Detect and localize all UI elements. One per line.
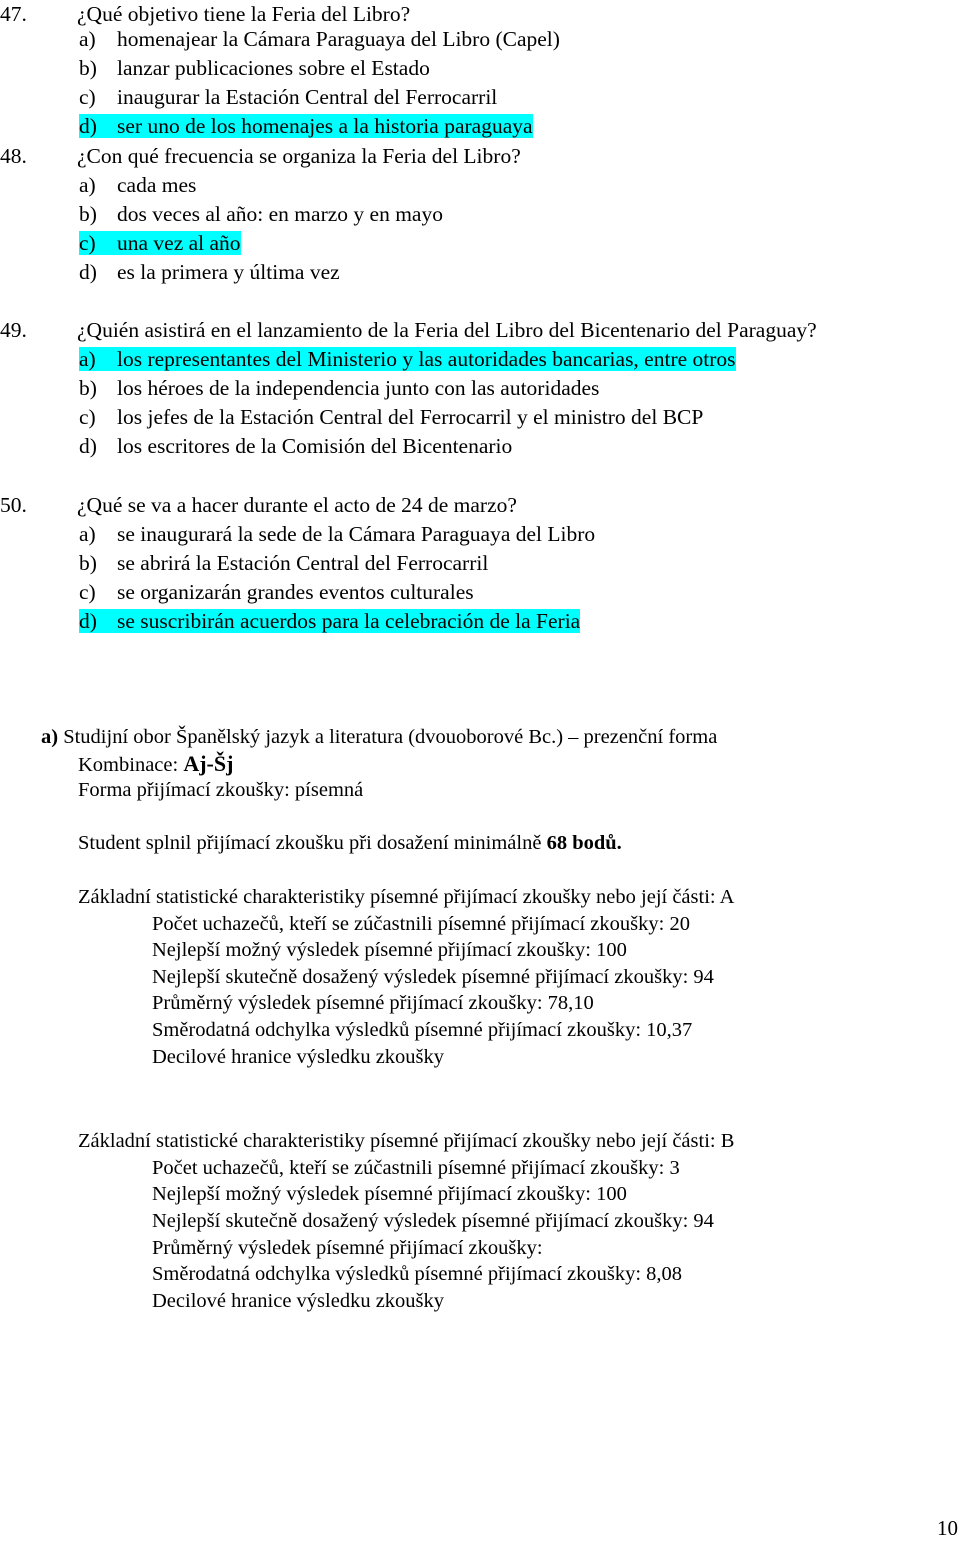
program-title: Studijní obor Španělský jazyk a literatura (dvouoborové Bc.) – prezenční forma — [63, 726, 718, 748]
option-label: b) — [79, 376, 97, 400]
option-content — [79, 376, 599, 400]
option-label: c) — [79, 231, 96, 255]
option-d — [79, 607, 580, 636]
option-b — [79, 200, 443, 229]
correct-answer-highlight — [79, 609, 580, 633]
question-text: ¿Qué objetivo tiene la Feria del Libro? — [77, 2, 411, 26]
option-text: dos veces al año: en marzo y en mayo — [117, 202, 443, 226]
option-label: a) — [79, 27, 96, 51]
stats-heading-a: Základní statistické charakteristiky písemné přijímací zkoušky nebo její části: A — [78, 886, 735, 908]
stats-line: Směrodatná odchylka výsledků písemné přijímací zkoušky: 8,08 — [152, 1263, 683, 1285]
option-c — [79, 578, 474, 607]
option-text: cada mes — [117, 173, 197, 197]
option-content — [79, 434, 512, 458]
option-c — [79, 83, 497, 112]
stats-line: Decilové hranice výsledku zkoušky — [152, 1046, 445, 1068]
program-label: a) — [41, 726, 59, 748]
option-text: se organizarán grandes eventos culturales — [117, 580, 474, 604]
option-b — [79, 374, 599, 403]
correct-answer-highlight — [79, 347, 736, 371]
option-label: a) — [79, 347, 96, 371]
option-a — [79, 345, 736, 374]
option-text: homenajear la Cámara Paraguaya del Libro (Capel) — [117, 27, 560, 51]
option-content — [79, 580, 474, 604]
option-label: c) — [79, 405, 96, 429]
option-content — [79, 260, 340, 284]
option-content — [79, 405, 703, 429]
option-c — [79, 229, 241, 258]
option-label: b) — [79, 551, 97, 575]
correct-answer-highlight — [79, 231, 241, 255]
option-content — [79, 522, 595, 546]
option-content — [79, 27, 560, 51]
option-b — [79, 549, 488, 578]
option-text: se abrirá la Estación Central del Ferrocarril — [117, 551, 489, 575]
combination-value: Aj-Šj — [183, 751, 234, 776]
exam-form: Forma přijímací zkoušky: písemná — [78, 779, 364, 801]
option-text: los jefes de la Estación Central del Ferrocarril y el ministro del BCP — [117, 405, 704, 429]
question-number: 47. — [0, 2, 27, 26]
stats-heading-b: Základní statistické charakteristiky písemné přijímací zkoušky nebo její části: B — [78, 1130, 735, 1152]
option-a — [79, 520, 595, 549]
option-d — [79, 432, 512, 461]
question-text: ¿Quién asistirá en el lanzamiento de la Feria del Libro del Bicentenario del Paraguay? — [77, 318, 817, 342]
option-text: los héroes de la independencia junto con las autoridades — [117, 376, 600, 400]
stats-line: Průměrný výsledek písemné přijímací zkoušky: 78,10 — [152, 992, 594, 1014]
option-text: se suscribirán acuerdos para la celebración de la Feria — [117, 609, 581, 633]
option-text: los representantes del Ministerio y las autoridades bancarias, entre otros — [117, 347, 736, 371]
option-content — [79, 85, 497, 109]
option-content — [79, 173, 196, 197]
option-label: d) — [79, 434, 97, 458]
stats-line: Nejlepší možný výsledek písemné přijímací zkoušky: 100 — [152, 939, 627, 961]
pass-value: 68 bodů. — [546, 832, 622, 854]
option-content — [79, 551, 488, 575]
option-d — [79, 258, 340, 287]
option-text: ser uno de los homenajes a la historia paraguaya — [117, 114, 533, 138]
combination-line — [78, 751, 233, 779]
option-label: b) — [79, 56, 97, 80]
stats-line: Počet uchazečů, kteří se zúčastnili písemné přijímací zkoušky: 3 — [152, 1157, 680, 1179]
option-label: d) — [79, 609, 97, 633]
option-label: c) — [79, 85, 96, 109]
stats-line: Nejlepší možný výsledek písemné přijímací zkoušky: 100 — [152, 1183, 627, 1205]
question-number: 49. — [0, 318, 27, 342]
stats-line: Směrodatná odchylka výsledků písemné přijímací zkoušky: 10,37 — [152, 1019, 693, 1041]
option-label: a) — [79, 522, 96, 546]
stats-line: Průměrný výsledek písemné přijímací zkoušky: — [152, 1237, 543, 1259]
option-label: d) — [79, 260, 97, 284]
option-content — [79, 202, 443, 226]
page-number: 10 — [937, 1516, 958, 1540]
question-text: ¿Con qué frecuencia se organiza la Feria del Libro? — [77, 144, 521, 168]
stats-line: Nejlepší skutečně dosažený výsledek písemné přijímací zkoušky: 94 — [152, 1210, 714, 1232]
option-text: lanzar publicaciones sobre el Estado — [117, 56, 430, 80]
option-b — [79, 54, 430, 83]
option-text: los escritores de la Comisión del Bicentenario — [117, 434, 513, 458]
pass-text: Student splnil přijímací zkoušku při dosažení minimálně — [78, 832, 542, 854]
pass-requirement — [78, 830, 622, 857]
option-label: c) — [79, 580, 96, 604]
stats-line: Decilové hranice výsledku zkoušky — [152, 1290, 445, 1312]
option-label: b) — [79, 202, 97, 226]
correct-answer-highlight — [79, 114, 533, 138]
program-title-line — [41, 724, 717, 751]
combination-label: Kombinace: — [78, 754, 179, 776]
option-label: a) — [79, 173, 96, 197]
option-a — [79, 25, 560, 54]
option-text: una vez al año — [117, 231, 241, 255]
option-content — [79, 56, 430, 80]
option-text: inaugurar la Estación Central del Ferrocarril — [117, 85, 498, 109]
question-number: 48. — [0, 144, 27, 168]
option-label: d) — [79, 114, 97, 138]
question-number: 50. — [0, 493, 27, 517]
option-c — [79, 403, 703, 432]
stats-line: Nejlepší skutečně dosažený výsledek písemné přijímací zkoušky: 94 — [152, 966, 714, 988]
option-text: se inaugurará la sede de la Cámara Paraguaya del Libro — [117, 522, 596, 546]
option-a — [79, 171, 196, 200]
option-text: es la primera y última vez — [117, 260, 340, 284]
option-d — [79, 112, 533, 141]
stats-line: Počet uchazečů, kteří se zúčastnili písemné přijímací zkoušky: 20 — [152, 913, 690, 935]
question-text: ¿Qué se va a hacer durante el acto de 24 de marzo? — [77, 493, 517, 517]
